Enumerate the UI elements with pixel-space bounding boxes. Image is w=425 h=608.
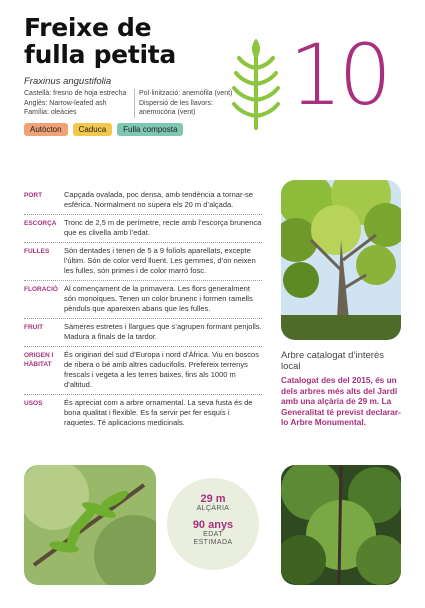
stats-circle	[167, 478, 259, 570]
row-text: Tronc de 2,5 m de perímetre, recte amb l’escorça brunenca que es clivella amb l’edat.	[64, 218, 262, 237]
seed-dispersal-value: anemocòria (vent)	[139, 109, 196, 117]
info-table	[24, 187, 262, 432]
height-value: 29 m	[200, 493, 226, 505]
row-label: FRUIT	[24, 324, 44, 331]
common-names	[24, 89, 126, 118]
catalog-title: Arbre catalogat d’interès local	[281, 350, 384, 372]
title-line-2: fulla petita	[24, 40, 176, 69]
row-text: Sàmeres estretes i llargues que s’agrupen formant penjolls. Madura a finals de la tardor.	[64, 322, 262, 341]
row-text: És originari del sud d’Europa i nord d’Àfrica. Viu en boscos de ribera o bé amb altres caducifolis. Prefereix terrenys frescals i vegeta a les terres baixes, fins als 1000 m d’altitud.	[64, 350, 259, 389]
title-line-1: Freixe de	[24, 13, 152, 42]
tree-photo	[281, 180, 401, 340]
age-value: 90 anys	[192, 519, 234, 531]
tag-compound-leaf: Fulla composta	[117, 123, 183, 136]
seed-dispersal-label: Dispersió de les llavors:	[139, 99, 213, 107]
row-label: USOS	[24, 400, 43, 407]
row-label: FLORACIÓ	[24, 286, 58, 293]
row-origin	[24, 347, 262, 395]
leaf-icon	[228, 38, 284, 130]
page-title	[24, 14, 176, 68]
row-text: Capçada ovalada, poc densa, amb tendència a tornar-se esfèrica. Normalment no supera els 20 m d’alçada.	[64, 190, 253, 209]
row-bark	[24, 215, 262, 243]
row-label: ORIGEN I HÀBITAT	[24, 352, 54, 368]
row-text: Són dentades i tenen de 5 a 9 folíols aparellats, excepte l’últim. Són de color verd lluent. Les gemmes, d’on neixen les fulles, són primes i de color marró fosc.	[64, 246, 256, 275]
row-flowering	[24, 281, 262, 319]
name-spanish: Castellà: fresno de hoja estrecha	[24, 90, 127, 97]
row-port	[24, 187, 262, 215]
height-label: ALÇÀRIA	[196, 505, 230, 512]
age-label-1: EDAT	[203, 531, 223, 538]
row-uses	[24, 395, 262, 432]
row-label: PORT	[24, 192, 43, 199]
pollination: Pol·linització: anemòfila (vent)	[139, 90, 233, 97]
pollination-info	[134, 89, 232, 118]
tag-native: Autòcton	[24, 123, 68, 136]
scientific-name: Fraxinus angustifolia	[24, 76, 112, 87]
fruit-photo	[281, 465, 401, 585]
tag-deciduous: Caduca	[73, 123, 113, 136]
row-fruit	[24, 319, 262, 347]
row-text: Al començament de la primavera. Les flors generalment són monoiques. Tenen un color brunenc i formen ramells pènduls que apareixen abans que les fulles.	[64, 284, 253, 313]
family: Família: oleàcies	[24, 109, 77, 117]
tree-number: 10	[289, 26, 388, 124]
age-label-2: ESTIMADA	[193, 539, 233, 546]
name-english: Anglès: Narrow-leafed ash	[24, 99, 107, 107]
row-text: És apreciat com a arbre ornamental. La seva fusta és de bona qualitat i flexible. Es fa servir per fer esquís i raquetes. Té aplicacions medicinals.	[64, 398, 253, 427]
row-label: FULLES	[24, 248, 50, 255]
row-label: ESCORÇA	[24, 220, 57, 227]
row-leaves	[24, 243, 262, 281]
leaf-photo	[24, 465, 156, 585]
catalog-description: Catalogat des del 2015, és un dels arbres més alts del Jardí amb una alçària de 29 m. La Generalitat té previst declarar-lo Arbre Monumental.	[281, 375, 401, 428]
tag-list	[24, 123, 183, 136]
